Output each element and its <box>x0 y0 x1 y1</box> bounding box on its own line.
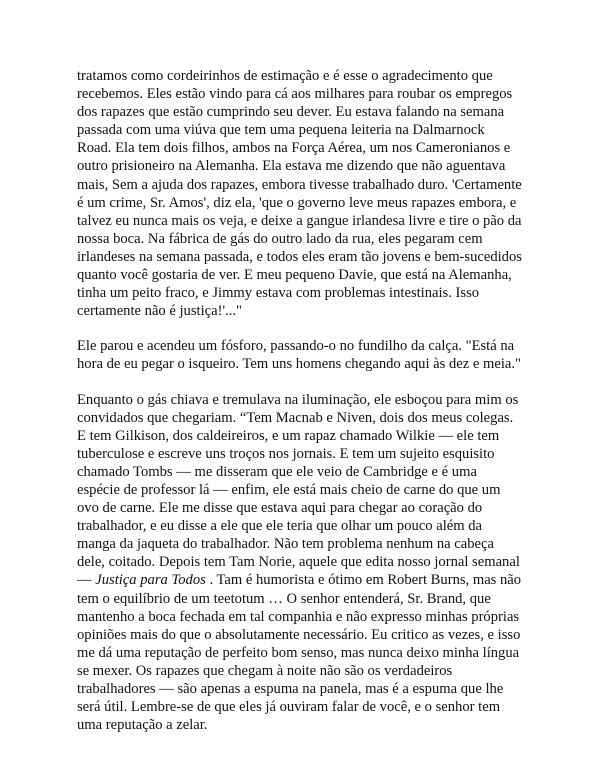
text-line: trabalhador, e eu disse a ele que ele teria que olhar um pouco além da <box>77 518 483 535</box>
text-line: manga da jaqueta do trabalhador. Não tem problema nenhum na cabeça <box>77 536 494 553</box>
text-line: convidados que chegariam. “Tem Macnab e Niven, dois dos meus colegas. <box>77 409 514 426</box>
text-line: irlandeses na semana passada, e todos eles eram tão jovens e bem-sucedidos <box>77 248 522 265</box>
paragraph-2 <box>77 337 532 373</box>
text-line: me dá uma reputação de perfeito bom senso, mas nunca deixo minha língua <box>77 644 520 661</box>
text-line: talvez eu nunca mais os veja, e deixe a gangue irlandesa livre e tire o pão da <box>77 212 522 229</box>
text-line: E tem Gilkison, dos caldeireiros, e um rapaz chamado Wilkie — ele tem <box>77 427 500 444</box>
text-line: Ele parou e acendeu um fósforo, passando-o no fundilho da calça. "Está na <box>77 338 515 355</box>
paragraph-3 <box>77 391 532 735</box>
text-line: certamente não é justiça!'..." <box>77 303 242 320</box>
text-line: se mexer. Os rapazes que chegam à noite não são os verdadeiros <box>77 662 453 679</box>
text-line: é um crime, Sr. Amos', diz ela, 'que o governo leve meus rapazes embora, e <box>77 194 517 211</box>
newspaper-title: Justiça para Todos <box>95 572 206 589</box>
text-line: uma reputação a zelar. <box>77 717 208 734</box>
text-line: quanto você gostaria de ver. E meu pequeno Davie, que está na Alemanha, <box>77 267 512 284</box>
text-line: Road. Ela tem dois filhos, ambos na Força Aérea, um nos Cameronianos e <box>77 140 511 157</box>
text-line: tem o equilíbrio de um teetotum … O senhor entenderá, Sr. Brand, que <box>77 590 491 607</box>
text-line: tratamos como cordeirinhos de estimação e é esse o agradecimento que <box>77 68 493 84</box>
text-fragment: . Tam é humorista e ótimo em Robert Burns, mas não <box>205 572 522 589</box>
text-line: mais, Sem a ajuda dos rapazes, embora tivesse trabalhado duro. 'Certamente <box>77 176 522 193</box>
text-line: hora de eu pegar o isqueiro. Tem uns homens chegando aqui às dez e meia." <box>77 356 521 373</box>
text-line: chamado Tombs — me disseram que ele veio de Cambridge e é uma <box>77 463 477 480</box>
text-line: espécie de professor lá — enfim, ele está mais cheio de carne do que um <box>77 481 501 498</box>
text-line: será útil. Lembre-se de que eles já ouviram falar de você, e o senhor tem <box>77 699 501 716</box>
text-line: mantenho a boca fechada em tal companhia e não expresso minhas próprias <box>77 608 520 625</box>
text-line: outro prisioneiro na Alemanha. Ela estava me dizendo que não aguentava <box>77 158 506 175</box>
text-line: tuberculose e escreve uns troços nos jornais. E tem um sujeito esquisito <box>77 445 495 462</box>
text-fragment: — <box>77 572 96 589</box>
text-line: tinha um peito fraco, e Jimmy estava com problemas intestinais. Isso <box>77 285 480 302</box>
text-line: ovo de carne. Ele me disse que estava aqui para chegar ao coração do <box>77 500 483 517</box>
text-line: dele, coitado. Depois tem Tam Norie, aquele que edita nosso jornal semanal <box>77 554 520 571</box>
text-line: recebemos. Eles estão vindo para cá aos milhares para roubar os empregos <box>77 86 513 103</box>
text-line-with-italic <box>77 571 532 589</box>
paragraph-1 <box>77 67 532 320</box>
text-line: opiniões mais do que o absolutamente necessário. Eu critico as vezes, e isso <box>77 626 521 643</box>
text-line: dos rapazes que estão cumprindo seu dever. Eu estava falando na semana <box>77 104 505 121</box>
text-line: nossa boca. Na fábrica de gás do outro lado da rua, eles pegaram cem <box>77 230 483 247</box>
text-line: Enquanto o gás chiava e tremulava na iluminação, ele esboçou para mim os <box>77 391 519 408</box>
document-page <box>77 67 532 751</box>
text-line: passada com uma viúva que tem uma pequena leiteria na Dalmarnock <box>77 122 485 139</box>
text-line: trabalhadores — são apenas a espuma na panela, mas é a espuma que lhe <box>77 681 504 697</box>
